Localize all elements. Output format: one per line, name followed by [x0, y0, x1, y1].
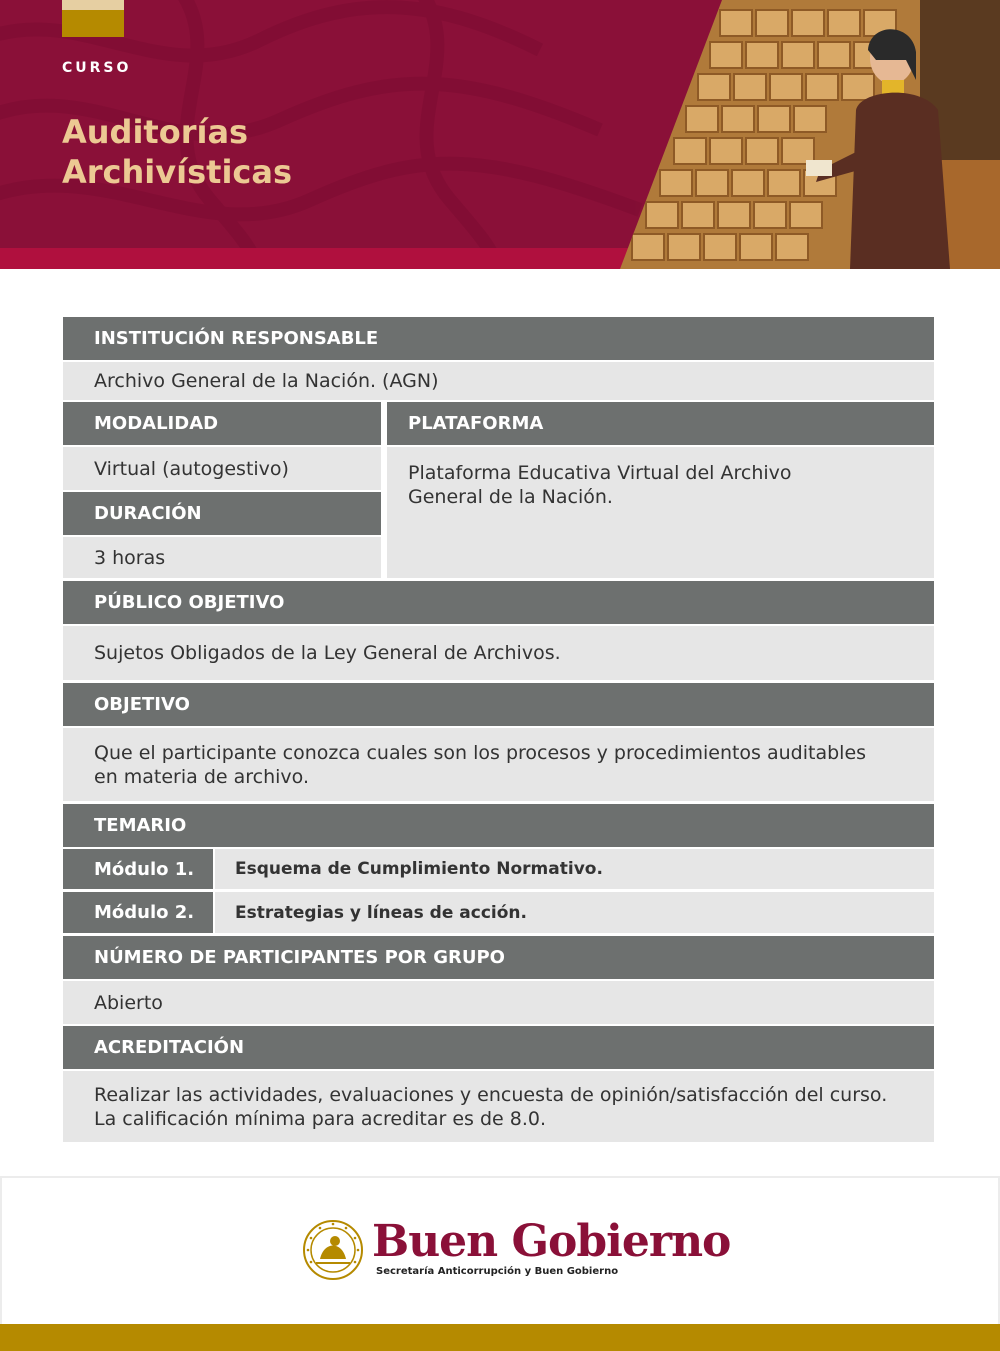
acreditacion-value [63, 1071, 934, 1142]
footer-divider [0, 1176, 1000, 1178]
course-type-label: CURSO [62, 60, 132, 76]
acreditacion-value-line-2: La calificación mínima para acreditar es de 8.0. [94, 1107, 547, 1130]
course-title-line-2: Archivísticas [62, 153, 293, 191]
gold-accent [62, 10, 124, 37]
modalidad-heading: MODALIDAD [63, 402, 381, 445]
module-2-text: Estrategias y líneas de acción. [215, 892, 934, 933]
course-title-line-1: Auditorías [62, 113, 249, 151]
publico-value: Sujetos Obligados de la Ley General de Archivos. [63, 626, 934, 680]
institucion-value: Archivo General de la Nación. (AGN) [63, 362, 934, 400]
temario-heading: TEMARIO [63, 804, 934, 847]
footer-border-left [0, 1176, 2, 1324]
module-1-label: Módulo 1. [63, 849, 213, 889]
footer-gold-bar [0, 1324, 1000, 1351]
plataforma-value [387, 447, 934, 578]
objetivo-value-line-1: Que el participante conozca cuales son los procesos y procedimientos auditables [94, 741, 867, 764]
national-seal-icon [302, 1219, 364, 1281]
archive-photo [620, 0, 1000, 269]
brand-logo-subtitle: Secretaría Anticorrupción y Buen Gobierno [376, 1266, 619, 1277]
plataforma-value-line-1: Plataforma Educativa Virtual del Archivo [408, 462, 792, 484]
acreditacion-value-line-1: Realizar las actividades, evaluaciones y encuesta de opinión/satisfacción del curso. [94, 1083, 888, 1106]
participantes-heading: NÚMERO DE PARTICIPANTES POR GRUPO [63, 936, 934, 979]
institucion-heading: INSTITUCIÓN RESPONSABLE [63, 317, 934, 360]
modalidad-value: Virtual (autogestivo) [63, 447, 381, 490]
participantes-value: Abierto [63, 981, 934, 1024]
duracion-heading: DURACIÓN [63, 492, 381, 535]
brand-logo-name: Buen Gobierno [372, 1216, 731, 1267]
module-2-label: Módulo 2. [63, 892, 213, 933]
duracion-value: 3 horas [63, 537, 381, 578]
module-1-text: Esquema de Cumplimiento Normativo. [215, 849, 934, 889]
publico-heading: PÚBLICO OBJETIVO [63, 581, 934, 624]
course-title [62, 112, 462, 192]
plataforma-heading: PLATAFORMA [387, 402, 934, 445]
acreditacion-heading: ACREDITACIÓN [63, 1026, 934, 1069]
objetivo-heading: OBJETIVO [63, 683, 934, 726]
objetivo-value [63, 728, 934, 801]
objetivo-value-line-2: en materia de archivo. [94, 765, 310, 788]
gold-accent-light [62, 0, 124, 10]
plataforma-value-line-2: General de la Nación. [408, 486, 613, 508]
course-header [0, 0, 1000, 269]
